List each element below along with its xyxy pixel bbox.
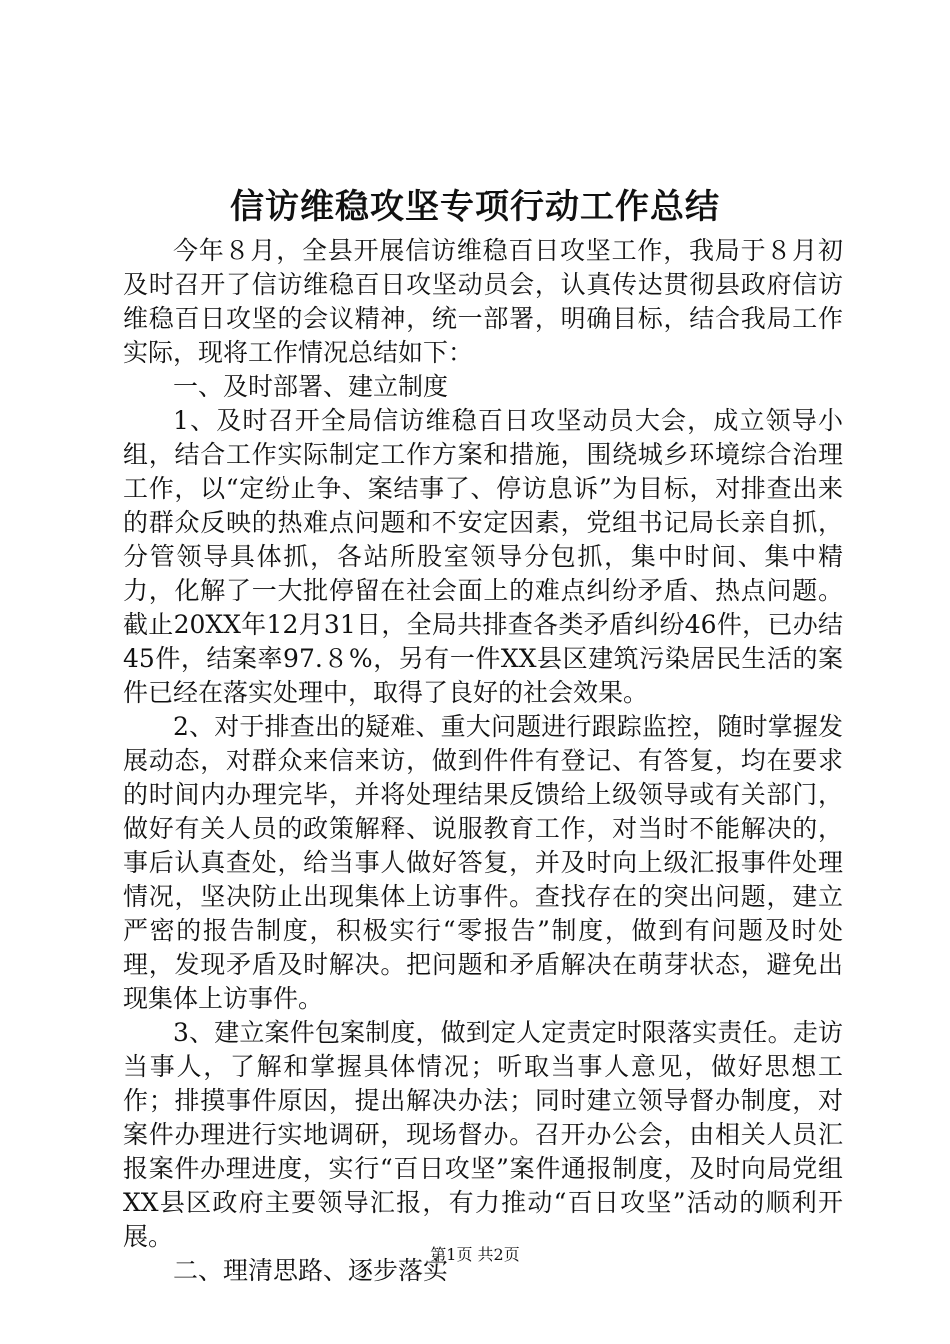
section-heading-2: 二、理清思路、逐步落实 (173, 1256, 449, 1285)
paragraph-item-1: 1、及时召开全局信访维稳百日攻坚动员大会，成立领导小组，结合工作实际制定工作方案和措施，围绕城乡环境综合治理工作，以“定纷止争、案结事了、停访息诉”为目标，对排查出来的群众反映的热难点问题和不安定因素，党组书记局长亲自抓，分管领导具体抓，各站所股室领导分包抓，集中时间、集中精力，化解了一大批停留在社会面上的难点纠纷矛盾、热点问题。截止20XX年12月31日，全局共排查各类矛盾纠纷46件，已办结45件，结案率97.８%，另有一件XX县区建筑污染居民生活的案件已经在落实处理中，取得了良好的社会效果。 (123, 406, 843, 707)
paragraph-item-3: 3、建立案件包案制度，做到定人定责定时限落实责任。走访当事人，了解和掌握具体情况；听取当事人意见，做好思想工作；排摸事件原因，提出解决办法；同时建立领导督办制度，对案件办理进行实地调研，现场督办。召开办公会，由相关人员汇报案件办理进度，实行“百日攻坚”案件通报制度，及时向局党组XX县区政府主要领导汇报，有力推动“百日攻坚”活动的顺利开展。 (123, 1018, 843, 1251)
section-heading-1: 一、及时部署、建立制度 (173, 372, 449, 401)
page-number-footer: 第1页 共2页 (430, 1245, 520, 1264)
paragraph-intro: 今年８月，全县开展信访维稳百日攻坚工作，我局于８月初及时召开了信访维稳百日攻坚动员会，认真传达贯彻县政府信访维稳百日攻坚的会议精神，统一部署，明确目标，结合我局工作实际，现将工作情况总结如下： (123, 236, 843, 367)
paragraph-item-2: 2、对于排查出的疑难、重大问题进行跟踪监控，随时掌握发展动态，对群众来信来访，做到件件有登记、有答复，均在要求的时间内办理完毕，并将处理结果反馈给上级领导或有关部门，做好有关人员的政策解释、说服教育工作，对当时不能解决的，事后认真查处，给当事人做好答复，并及时向上级汇报事件处理情况，坚决防止出现集体上访事件。查找存在的突出问题，建立严密的报告制度，积极实行“零报告”制度，做到有问题及时处理，发现矛盾及时解决。把问题和矛盾解决在萌芽状态，避免出现集体上访事件。 (123, 712, 843, 1013)
document-title: 信访维稳攻坚专项行动工作总结 (230, 187, 720, 227)
document-body (123, 234, 843, 1288)
